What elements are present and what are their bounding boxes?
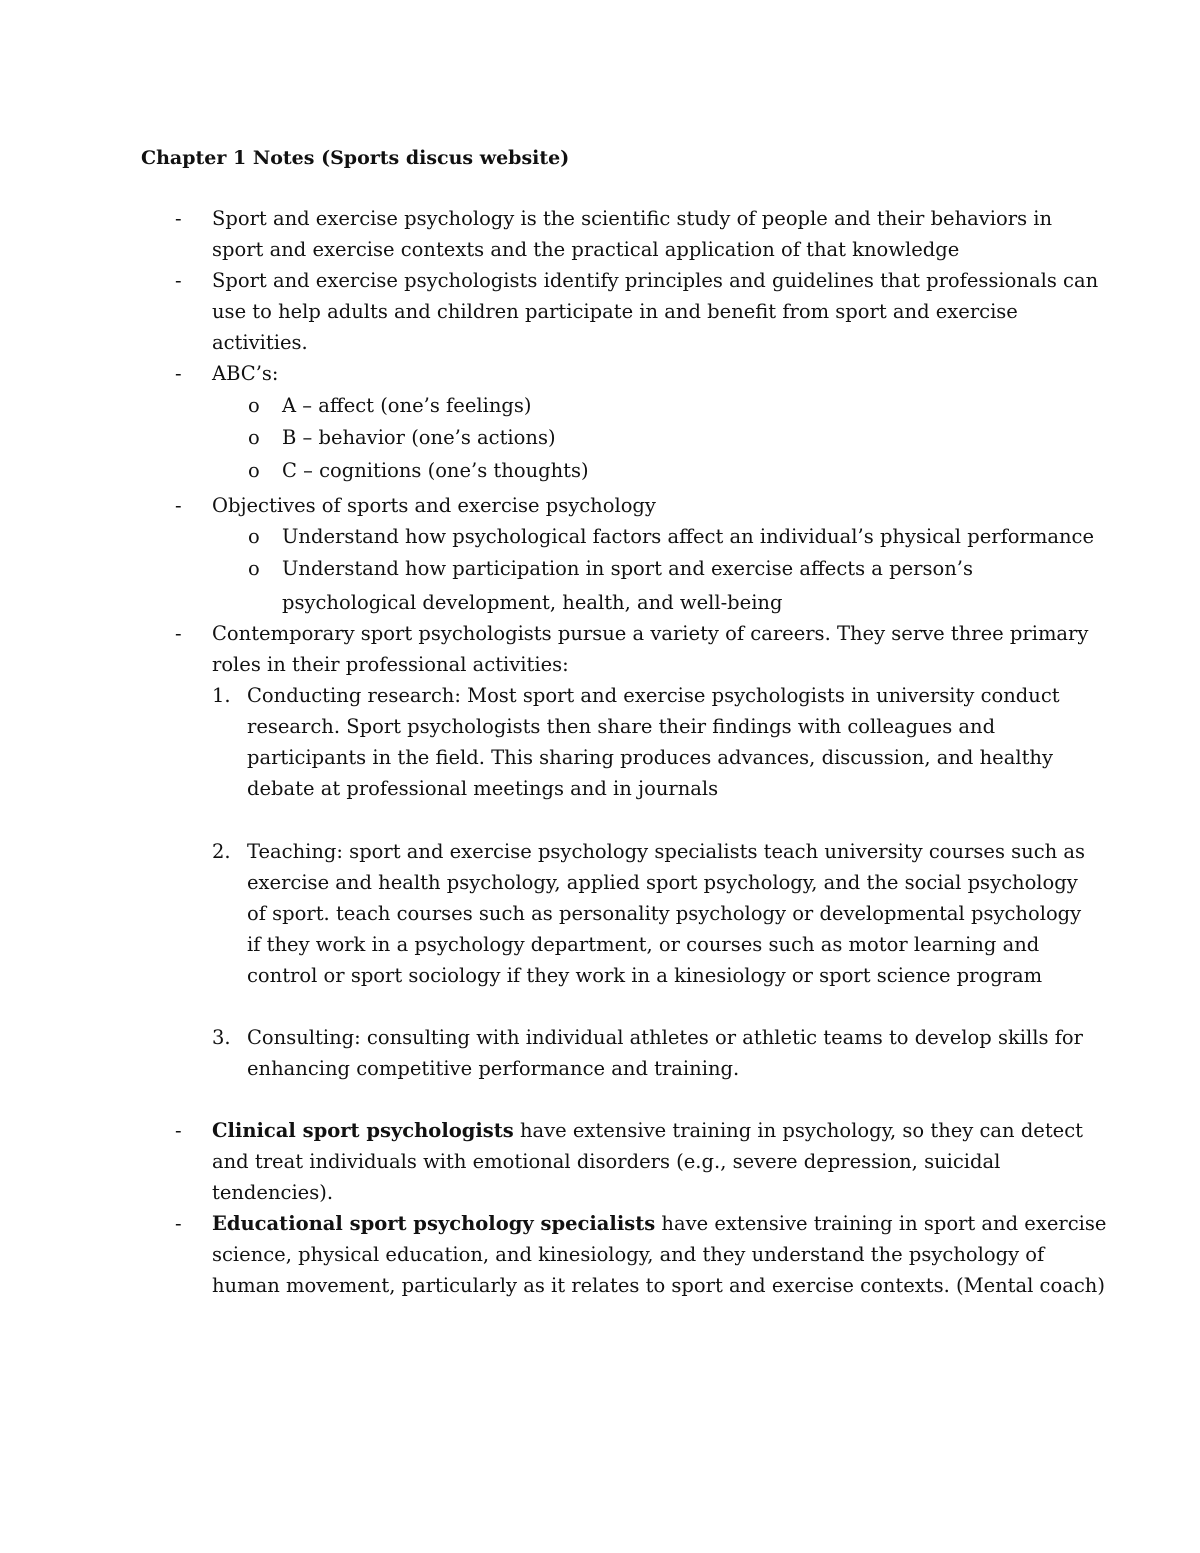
text-line: and treat individuals with emotional disorders (e.g., severe depression, suicidal [212,1150,1001,1173]
text-line: Sport and exercise psychology is the scientific study of people and their behaviors in [212,207,1053,230]
dash-bullet: - [175,362,182,385]
bullet-text [212,618,1088,680]
text-line [212,1208,1106,1239]
numbered-text [247,836,1085,991]
text-line: science, physical education, and kinesiology, and they understand the psychology of [212,1243,1045,1266]
numbered-text [247,1022,1083,1084]
bullet-text: Objectives of sports and exercise psychology [212,494,656,517]
text-line: human movement, particularly as it relates to sport and exercise contexts. (Mental coach) [212,1274,1105,1297]
text-line: use to help adults and children participate in and benefit from sport and exercise [212,300,1018,323]
sub-item-text: C – cognitions (one’s thoughts) [282,459,589,482]
text-line: of sport. teach courses such as personality psychology or developmental psychology [247,902,1082,925]
term-description: have extensive training in sport and exercise [655,1212,1107,1235]
number-marker: 2. [212,840,231,863]
text-line: if they work in a psychology department, or courses such as motor learning and [247,933,1040,956]
sub-item-text: Understand how psychological factors affect an individual’s physical performance [282,525,1094,548]
sub-item-text: B – behavior (one’s actions) [282,426,556,449]
text-line: exercise and health psychology, applied sport psychology, and the social psychology [247,871,1078,894]
text-line: Teaching: sport and exercise psychology specialists teach university courses such as [247,840,1086,863]
bold-term: Educational sport psychology specialists [212,1212,656,1235]
circle-bullet: o [248,525,260,548]
bullet-text: ABC’s: [212,362,279,385]
text-line: sport and exercise contexts and the practical application of that knowledge [212,238,960,261]
number-marker: 1. [212,684,231,707]
bullet-text [212,1208,1106,1301]
text-line: Contemporary sport psychologists pursue a variety of careers. They serve three primary [212,622,1089,645]
text-line: participants in the field. This sharing produces advances, discussion, and healthy [247,746,1053,769]
document-title: Chapter 1 Notes (Sports discus website) [141,147,570,169]
dash-bullet: - [175,622,182,645]
text-line: tendencies). [212,1181,334,1204]
text-line: control or sport sociology if they work in a kinesiology or sport science program [247,964,1043,987]
sub-item-text: A – affect (one’s feelings) [282,394,532,417]
bullet-text [212,1115,1083,1208]
bullet-text [212,203,1052,265]
circle-bullet: o [248,459,260,482]
text-line: debate at professional meetings and in journals [247,777,719,800]
text-line: psychological development, health, and well-being [282,591,783,614]
sub-item-text [282,553,973,618]
circle-bullet: o [248,426,260,449]
text-line: research. Sport psychologists then share their findings with colleagues and [247,715,996,738]
numbered-text [247,680,1060,804]
text-line: Sport and exercise psychologists identify principles and guidelines that professionals can [212,269,1099,292]
text-line: activities. [212,331,308,354]
circle-bullet: o [248,394,260,417]
text-line: Understand how participation in sport and exercise affects a person’s [282,557,973,580]
term-description: have extensive training in psychology, so they can detect [513,1119,1083,1142]
bold-term: Clinical sport psychologists [212,1119,514,1142]
text-line [212,1115,1083,1146]
number-marker: 3. [212,1026,231,1049]
bullet-text [212,265,1098,358]
text-line: Conducting research: Most sport and exercise psychologists in university conduct [247,684,1060,707]
circle-bullet: o [248,557,260,580]
dash-bullet: - [175,1119,182,1142]
text-line: Consulting: consulting with individual athletes or athletic teams to develop skills for [247,1026,1083,1049]
dash-bullet: - [175,1212,182,1235]
text-line: enhancing competitive performance and training. [247,1057,740,1080]
dash-bullet: - [175,207,182,230]
dash-bullet: - [175,269,182,292]
dash-bullet: - [175,494,182,517]
text-line: roles in their professional activities: [212,653,569,676]
